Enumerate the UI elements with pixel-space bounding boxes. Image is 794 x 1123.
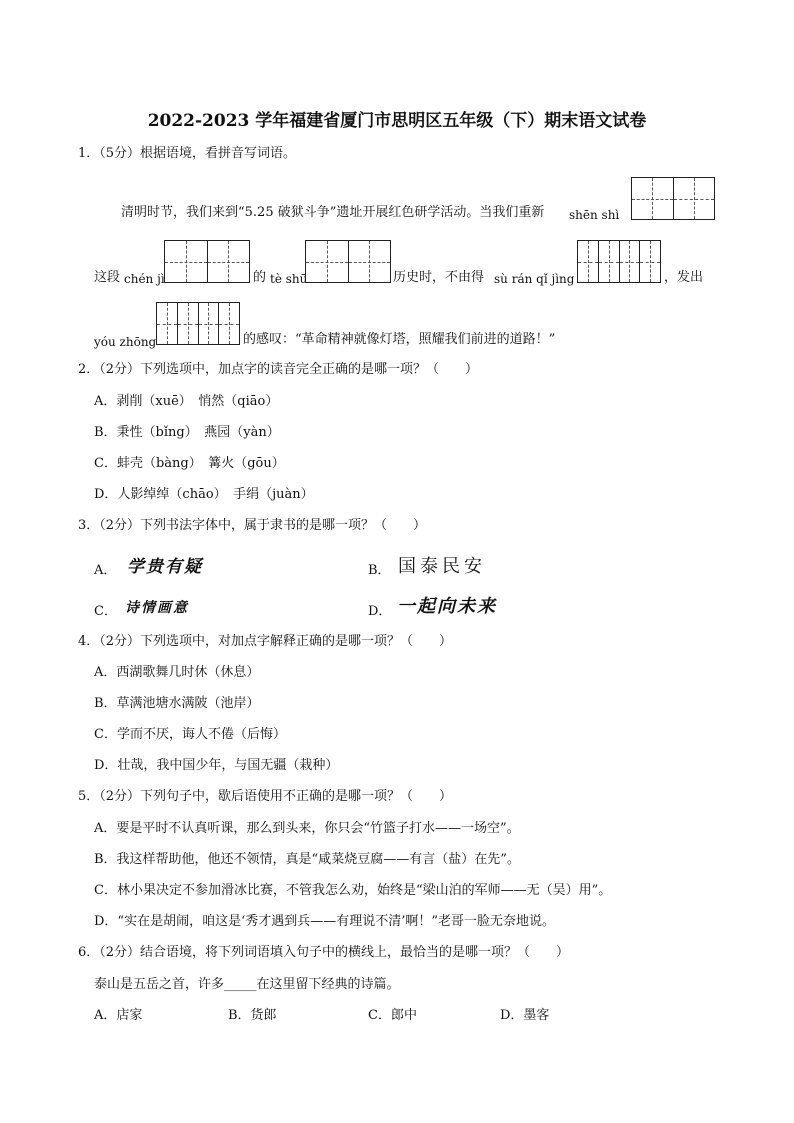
q5-option-b[interactable]: B．我这样帮助他，他还不领情，真是“咸菜烧豆腐——有言（盐）在先”。 [94,852,520,867]
q1-passage-line2b: 的 [253,270,267,285]
q1-writing-box-1[interactable] [631,177,715,220]
q5-option-a[interactable]: A．要是平时不认真听课，那么到头来，你只会“竹篮子打水——一场空”。 [94,821,520,836]
q2-option-b[interactable]: B．秉性（bǐng） 燕园（yàn） [94,425,280,440]
q6-option-b[interactable]: B．货郎 [228,1008,277,1023]
writing-cell [218,303,239,344]
writing-cell [207,241,250,282]
writing-cell [177,303,198,344]
q3-calligraphy-d[interactable]: 一起向未来 [397,596,497,617]
writing-cell [157,303,177,344]
q4-option-a[interactable]: A．西湖歌舞几时休（休息） [94,665,260,680]
q1-passage-line2c: 历史时，不由得 [393,270,485,285]
q1-pinyin-3: tè shū [270,272,308,286]
q1-passage-line1: 清明时节，我们来到“5.25 破狱斗争”遗址开展红色研学活动。当我们重新 [121,205,545,220]
page-title: 2022-2023 学年福建省厦门市思明区五年级（下）期末语文试卷 [147,111,647,131]
q1-passage-line2a: 这段 [94,270,121,285]
q5-option-c[interactable]: C．林小果决定不参加滑冰比赛，不管我怎么劝，始终是“梁山泊的军师——无（吴）用”。 [94,883,612,898]
q1-passage-line2d: ，发出 [664,270,704,285]
q1-pinyin-1: shēn shì [569,208,620,222]
q5-option-d[interactable]: D．“实在是胡闹，咱这是‘秀才遇到兵——有理说不清’啊！”老哥一脸无奈地说。 [94,914,555,929]
q4-option-b[interactable]: B．草满池塘水满陂（池岸） [94,696,260,711]
writing-cell [632,178,673,219]
q6-option-c[interactable]: C．郎中 [368,1008,417,1023]
q6-sentence: 泰山是五岳之首，许多_____在这里留下经典的诗篇。 [94,977,400,992]
q1-pinyin-2: chén jì [124,272,165,286]
q3-label-b[interactable]: B． [368,563,391,578]
q1-writing-box-4[interactable] [577,240,661,283]
q2-stem: 2．（2分）下列选项中，加点字的读音完全正确的是哪一项？（ ） [78,362,479,377]
q6-option-a[interactable]: A．店家 [94,1008,143,1023]
q6-option-d[interactable]: D．墨客 [500,1008,550,1023]
writing-cell [348,241,391,282]
q4-option-c[interactable]: C．学而不厌，诲人不倦（后悔） [94,727,286,742]
q5-stem: 5．（2分）下列句子中，歇后语使用不正确的是哪一项？（ ） [78,789,453,804]
writing-cell [673,178,715,219]
q3-calligraphy-c[interactable]: 诗情画意 [125,600,189,616]
q2-option-d[interactable]: D．人影绰绰（chāo） 手绢（juàn） [94,487,314,502]
q3-label-c[interactable]: C． [94,604,117,619]
writing-cell [639,241,660,282]
q1-pinyin-5: yóu zhōng [94,335,157,349]
q4-stem: 4．（2分）下列选项中，对加点字解释正确的是哪一项？（ ） [78,634,453,649]
q1-pinyin-4: sù rán qǐ jìng [494,272,575,286]
q3-calligraphy-a[interactable]: 学贵有疑 [127,557,203,577]
writing-cell [165,241,207,282]
q3-calligraphy-b[interactable]: 国泰民安 [398,556,486,577]
q1-passage-line3: 的感叹：“革命精神就像灯塔，照耀我们前进的道路！” [243,332,556,347]
q1-writing-box-3[interactable] [305,240,391,283]
q2-option-a[interactable]: A．剥削（xuē） 悄然（qiāo） [94,394,279,409]
q3-label-d[interactable]: D． [368,604,392,619]
q3-stem: 3．（2分）下列书法字体中，属于隶书的是哪一项？（ ） [78,518,427,533]
writing-cell [578,241,598,282]
writing-cell [306,241,348,282]
writing-cell [598,241,619,282]
q1-writing-box-5[interactable] [156,302,240,345]
q1-stem: 1．（5分）根据语境，看拼音写词语。 [78,146,297,161]
q4-option-d[interactable]: D．壮哉，我中国少年，与国无疆（栽种） [94,758,339,773]
q2-option-c[interactable]: C．蚌壳（bàng） 篝火（gōu） [94,456,285,471]
writing-cell [198,303,219,344]
writing-cell [619,241,640,282]
q3-label-a[interactable]: A． [94,563,117,578]
q6-stem: 6．（2分）结合语境，将下列词语填入句子中的横线上，最恰当的是哪一项？（ ） [78,945,570,960]
q1-writing-box-2[interactable] [164,240,250,283]
